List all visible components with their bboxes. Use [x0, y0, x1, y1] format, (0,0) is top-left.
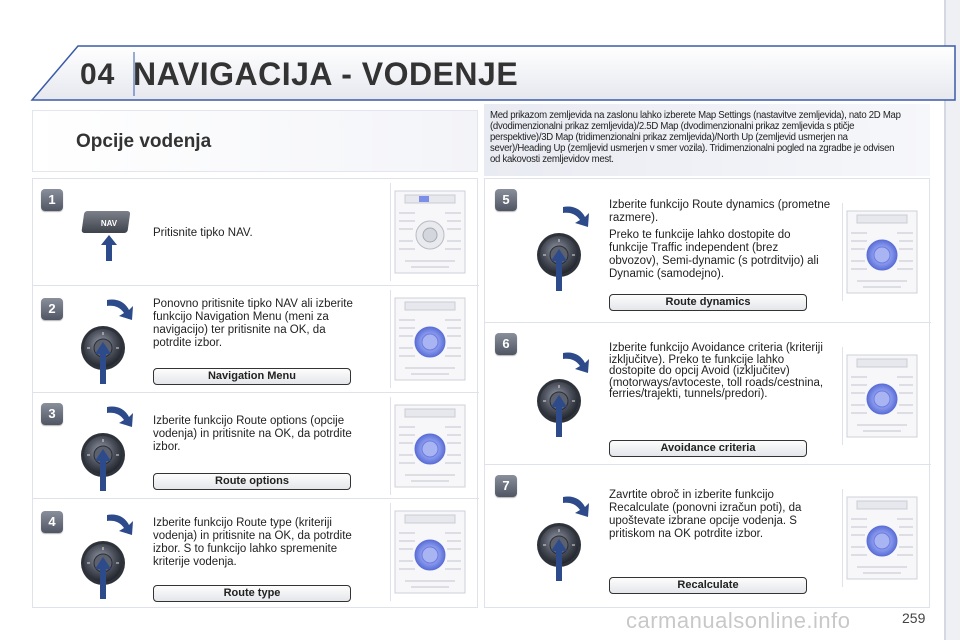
step-badge: 1: [41, 189, 63, 211]
chapter-number: 04: [80, 58, 116, 91]
step-badge: 7: [495, 475, 517, 497]
step-badge: 2: [41, 298, 63, 320]
rotary-dial-icon: [533, 201, 589, 293]
step-badge: 4: [41, 511, 63, 533]
menu-label-route-options: Route options: [153, 473, 351, 490]
rotary-dial-icon: [77, 294, 133, 386]
step-text-line: Izberite funkcijo Route dynamics (prometne razmere).: [609, 199, 831, 224]
step-badge: 6: [495, 333, 517, 355]
console-thumbnail: [842, 347, 920, 445]
steps-column-right: [484, 178, 930, 608]
rotary-dial-icon: [77, 509, 133, 601]
step-1: [33, 179, 479, 286]
rotary-dial-icon: [533, 491, 589, 583]
console-thumbnail: [390, 397, 468, 495]
intro-text: Med prikazom zemljevida na zaslonu lahko izberete Map Settings (nastavitve zemljevida), nato 2D Map (dvodimenzionalni prikaz zemljevida)/2.5D Map (dvodimenzionalni prikaz zemljevida s ptičje perspektive)/3D Map (tridimenzionalni prikaz zemljevida)/North Up (zemljevid usmerjen na sever)/Heading Up (zemljevid usmerjen v smer vozila). Tridimenzionalni pogled na zgradbe je odvisen od kakovosti zemljevidov mest.: [490, 110, 901, 165]
menu-label-navigation-menu: Navigation Menu: [153, 368, 351, 385]
steps-column-left: [32, 178, 478, 608]
menu-label-route-dynamics: Route dynamics: [609, 294, 807, 311]
menu-label-recalculate: Recalculate: [609, 577, 807, 594]
step-text: Pritisnite tipko NAV.: [153, 227, 253, 239]
console-thumbnail: [390, 503, 468, 601]
console-thumbnail: [390, 290, 468, 388]
rotary-dial-icon: [77, 401, 133, 493]
section-title: Opcije vodenja: [76, 131, 212, 152]
console-thumbnail: [842, 489, 920, 587]
step-text: Izberite funkcijo Avoidance criteria (kriteriji izključitve). Preko te funkcije lahko dostopite do opcij Avoid (izključitev) (motorways/avtoceste, toll roads/cestnina, ferries/trajekti, tunnels/predori).: [609, 342, 824, 400]
console-thumbnail: [842, 203, 920, 301]
step-text: Ponovno pritisnite tipko NAV ali izberite funkcijo Navigation Menu (meni za navigacijo) ter pritisnite na OK, da potrdite izbor.: [153, 298, 353, 349]
step-text: Zavrtite obroč in izberite funkcijo Recalculate (ponovni izračun poti), da upoštevate izbrane opcije vodenja. S pritiskom na OK potrdite izbor.: [609, 489, 802, 540]
watermark: carmanualsonline.info: [626, 608, 851, 633]
step-7: [485, 465, 931, 609]
step-6: [485, 323, 931, 465]
step-text: [609, 199, 831, 285]
rotary-dial-icon: [533, 347, 589, 439]
step-text-line: Preko te funkcije lahko dostopite do funkcije Traffic independent (brez obvozov), Semi-dynamic (s potrditvijo) ali Dynamic (samodejno).: [609, 229, 819, 280]
step-text: Izberite funkcijo Route options (opcije vodenja) in pritisnite na OK, da potrdite izbor.: [153, 415, 352, 453]
step-text: Izberite funkcijo Route type (kriteriji vodenja) in pritisnite na OK, da potrdite izbor. S to funkcijo lahko spremenite kriterije vodenja.: [153, 517, 352, 568]
menu-label-avoidance-criteria: Avoidance criteria: [609, 440, 807, 457]
page-number: 259: [902, 610, 926, 626]
menu-label-route-type: Route type: [153, 585, 351, 602]
step-badge: 3: [41, 403, 63, 425]
chapter-title: NAVIGACIJA - VODENJE: [133, 56, 519, 92]
console-thumbnail: [390, 183, 468, 281]
nav-key-label: NAV: [100, 219, 118, 228]
step-2: [33, 286, 479, 393]
step-5: [485, 179, 931, 323]
nav-key-icon: [81, 207, 137, 263]
step-badge: 5: [495, 189, 517, 211]
step-4: [33, 499, 479, 609]
step-3: [33, 393, 479, 499]
